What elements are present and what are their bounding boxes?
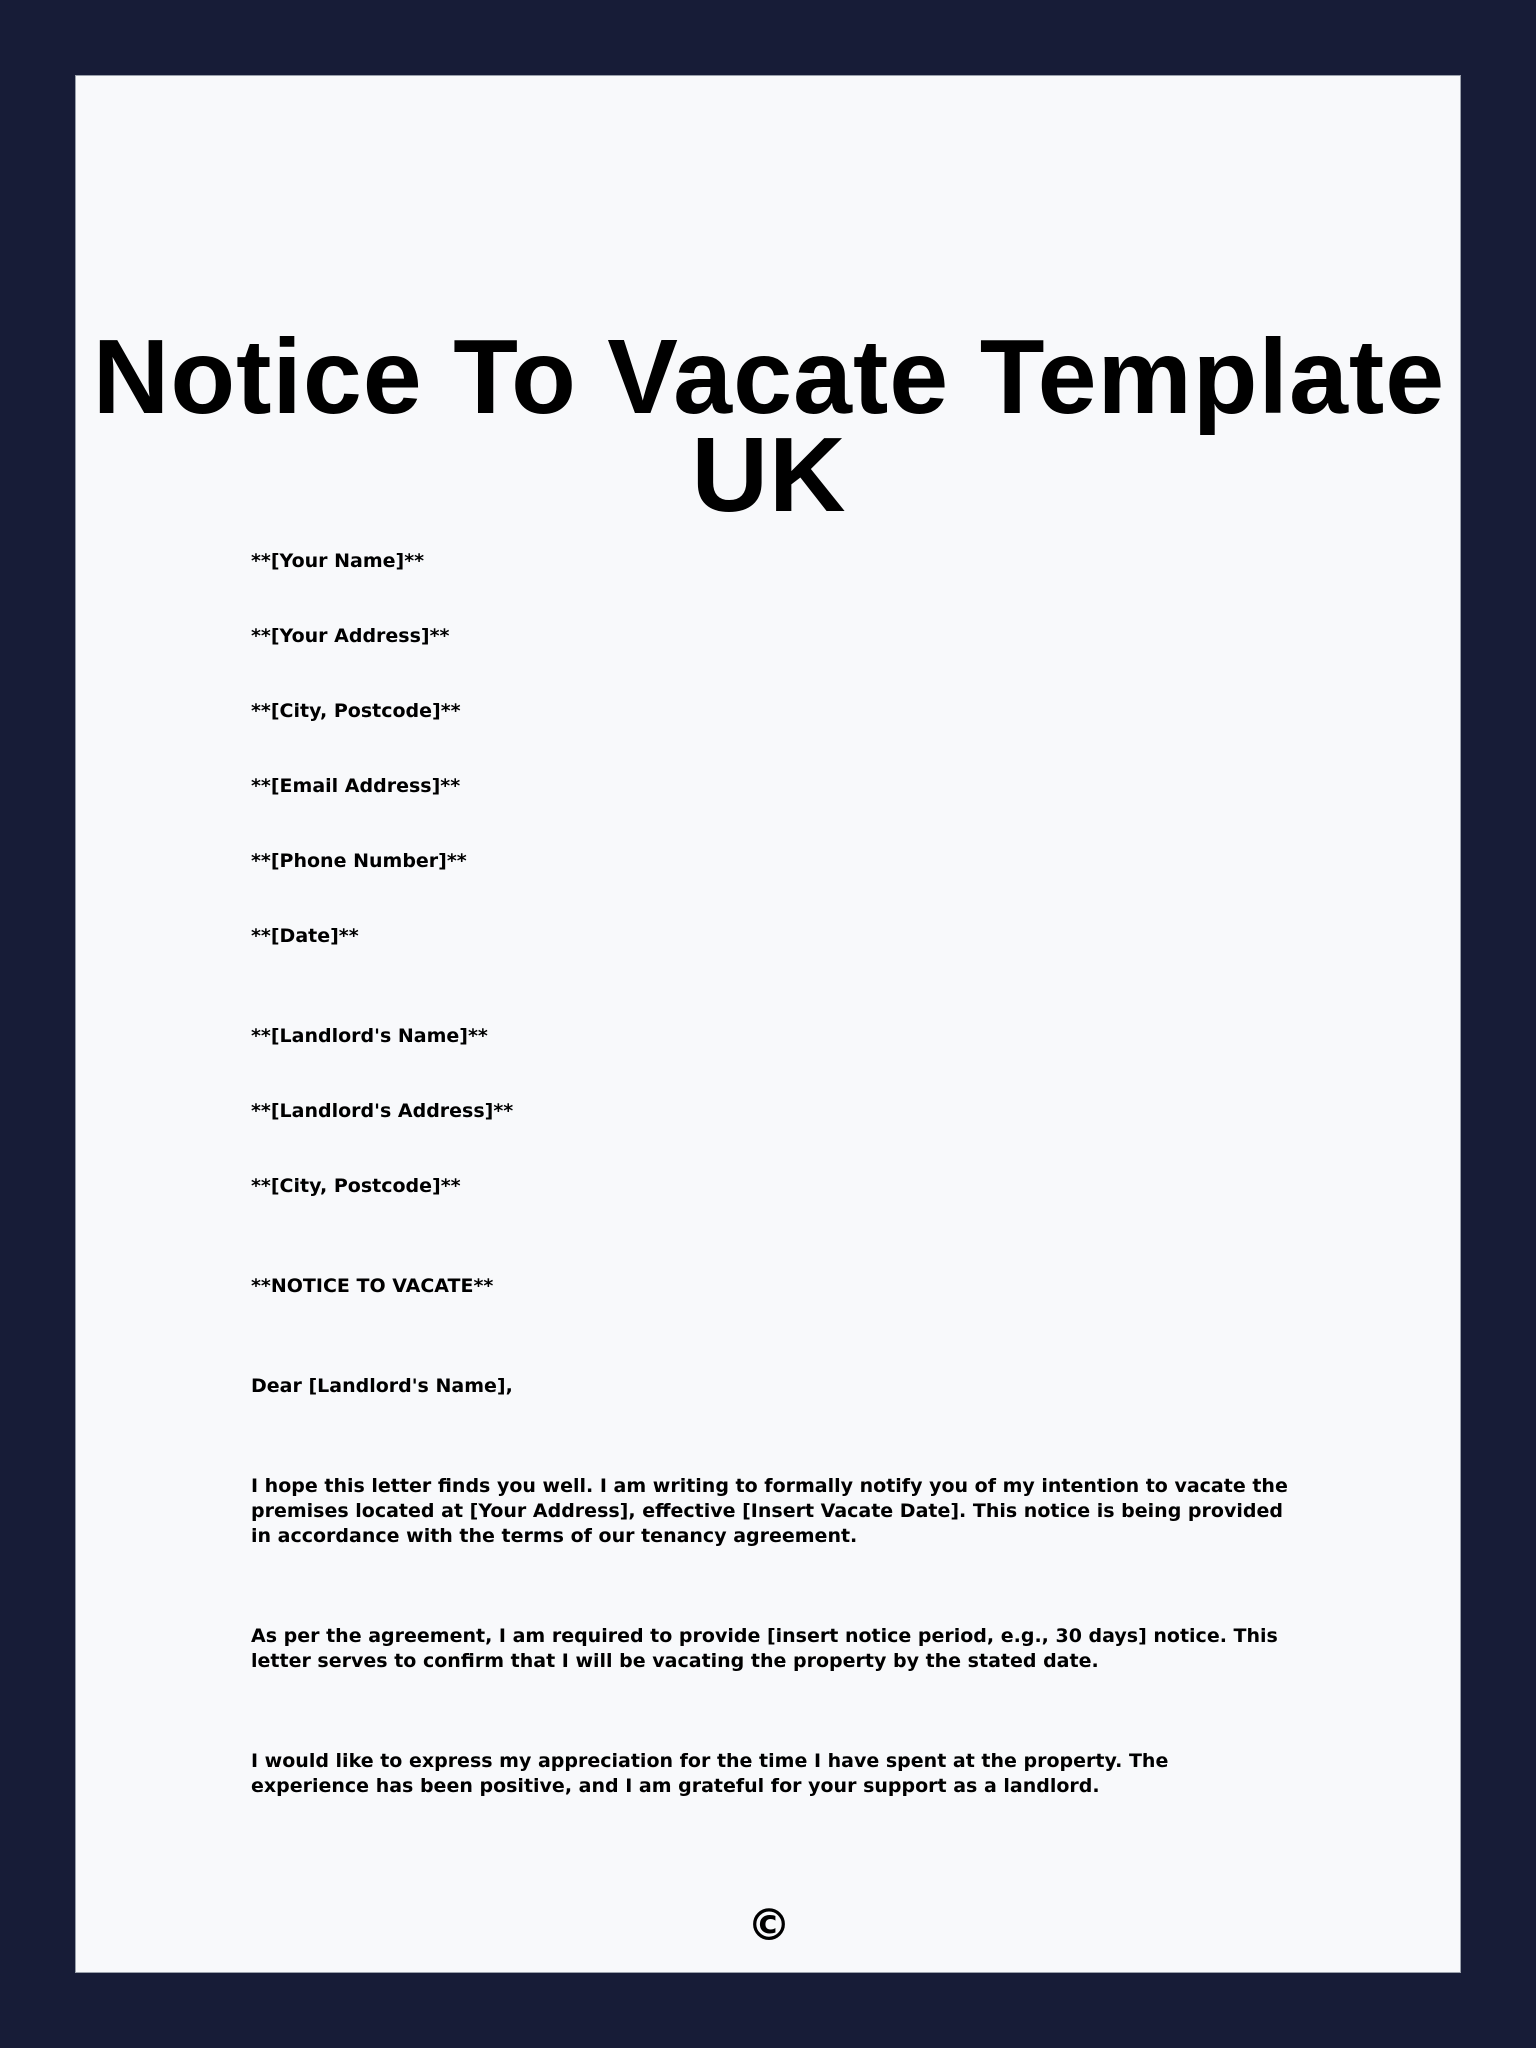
body-paragraph: As per the agreement, I am required to provide [insert notice period, e.g., 30 days] notice. This letter serves to confirm that I will be vacating the property by the stated date. xyxy=(251,1625,1278,1672)
document-page xyxy=(75,75,1461,1973)
copyright-icon: © xyxy=(747,1900,791,1951)
letter-date: **[Date]** xyxy=(251,925,359,947)
sender-address: **[Your Address]** xyxy=(251,625,450,647)
body-paragraph: I hope this letter finds you well. I am writing to formally notify you of my intention to vacate the premises located at [Your Address], effective [Insert Vacate Date]. This notice is being provided in accordance with the terms of our tenancy agreement. xyxy=(251,1475,1288,1547)
sender-name: **[Your Name]** xyxy=(251,550,425,572)
recipient-name: **[Landlord's Name]** xyxy=(251,1025,488,1047)
sender-email: **[Email Address]** xyxy=(251,775,461,797)
salutation: Dear [Landlord's Name], xyxy=(251,1375,513,1397)
recipient-city-postcode: **[City, Postcode]** xyxy=(251,1175,461,1197)
letter-subject: **NOTICE TO VACATE** xyxy=(251,1275,494,1297)
page-title: Notice To Vacate Template UK xyxy=(92,318,1446,534)
body-paragraph: I would like to express my appreciation for the time I have spent at the property. The experience has been positive, and I am grateful for your support as a landlord. xyxy=(251,1750,1169,1797)
recipient-address: **[Landlord's Address]** xyxy=(251,1100,514,1122)
sender-city-postcode: **[City, Postcode]** xyxy=(251,700,461,722)
sender-phone: **[Phone Number]** xyxy=(251,850,467,872)
